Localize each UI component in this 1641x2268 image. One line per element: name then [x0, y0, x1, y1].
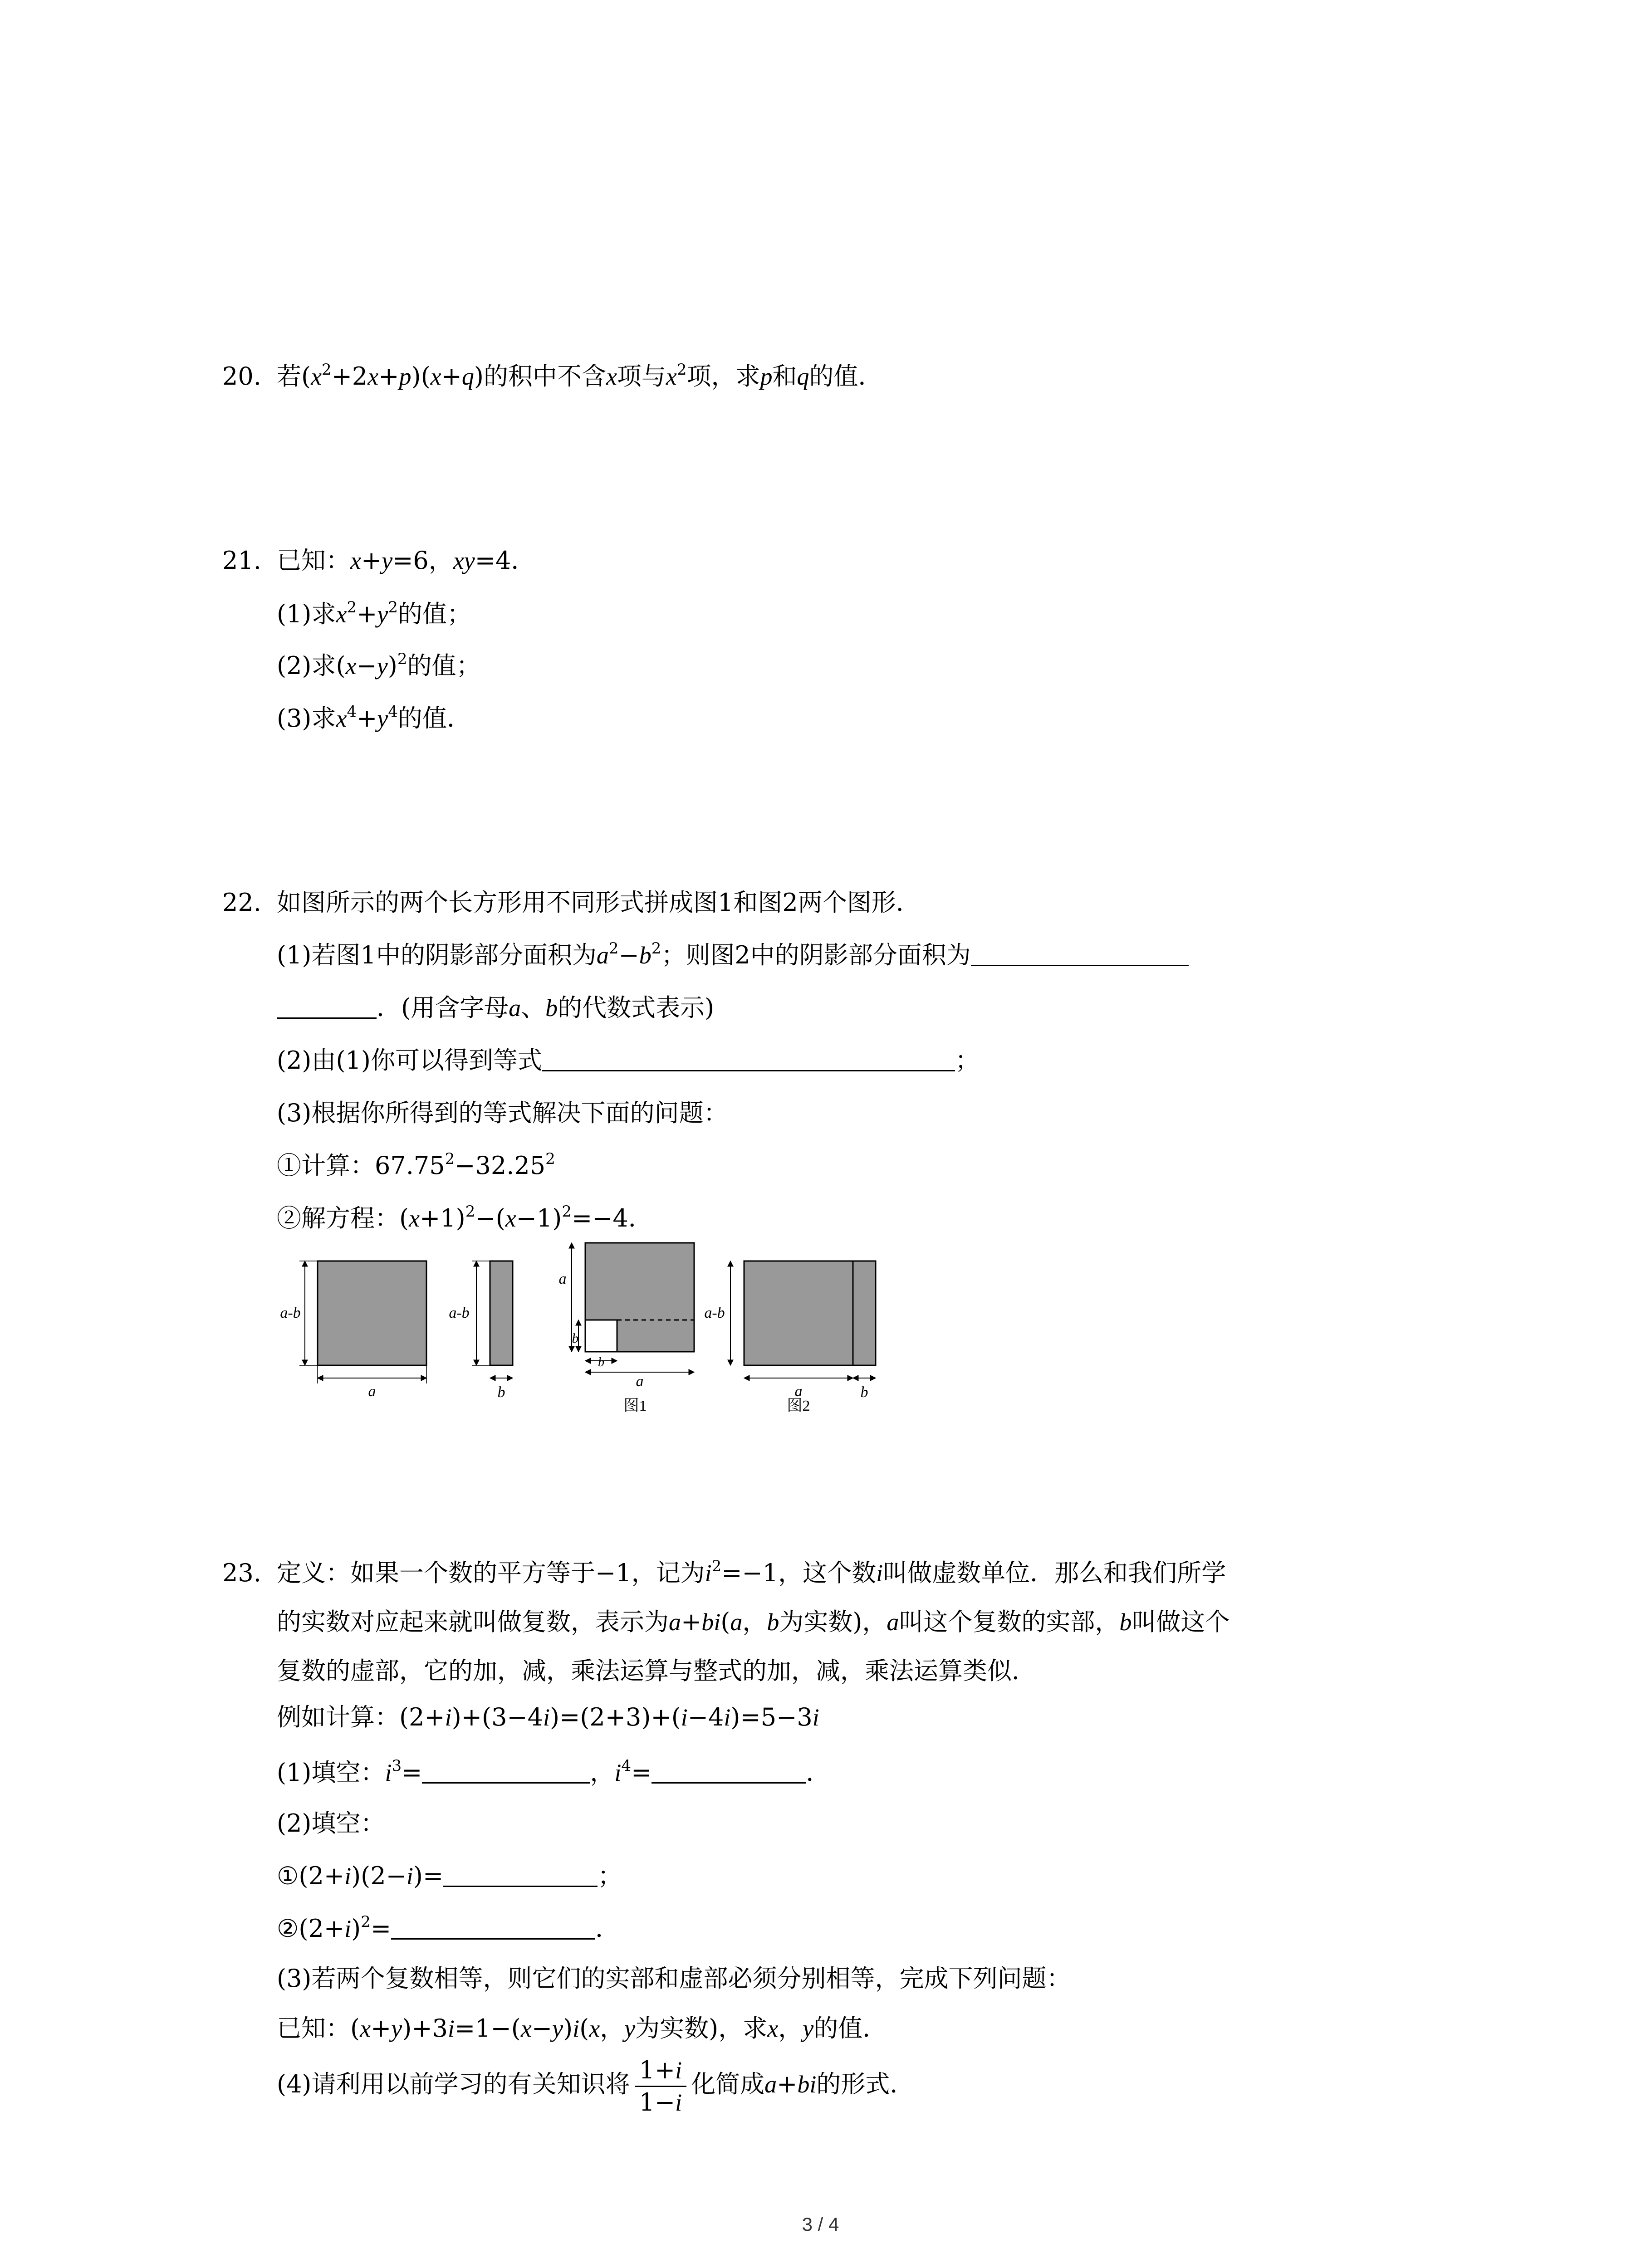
label-a: a	[368, 1383, 376, 1400]
figure-1-caption: 图1	[623, 1398, 647, 1414]
answer-blank[interactable]	[391, 1915, 595, 1940]
q22-part-2: (2)由(1)你可以得到等式 ；	[277, 1046, 980, 1075]
label-a-minus-b: a-b	[280, 1305, 301, 1321]
q23-part-3: (3)若两个复数相等，则它们的实部和虚部必须分别相等，完成下列问题：	[277, 1964, 1071, 1993]
q23-def-line-3: 复数的虚部，它的加，减，乘法运算与整式的加，减，乘法运算类似．	[277, 1657, 1036, 1685]
page-number: 3 / 4	[802, 2214, 839, 2235]
question-number: 22.	[222, 888, 261, 917]
answer-blank[interactable]	[971, 941, 1189, 966]
q22-part-1: (1)若图1中的阴影部分面积为$a^2-b^2$；则图2中的阴影部分面积为	[277, 939, 1189, 972]
q21-part-3: (3)求$x^4+y^4$的值．	[277, 703, 471, 733]
q23-example: 例如计算：(2+i)+(3−4i)=(2+3)+(i−4i)=5−3i	[277, 1703, 819, 1731]
svg-text:a: a	[558, 1271, 567, 1287]
question-number: 20.	[222, 362, 261, 391]
svg-text:a: a	[636, 1373, 644, 1390]
question-number: 21.	[222, 546, 261, 575]
question-22: 22. 如图所示的两个长方形用不同形式拼成图1和图2两个图形．	[222, 886, 921, 919]
q22-part-3: (3)根据你所得到的等式解决下面的问题：	[277, 1099, 728, 1127]
rect-a-by-amb	[280, 1261, 426, 1400]
question-21: 21. 已知：x+y=6，xy=4．	[222, 544, 535, 577]
q22-part-1-cont: ．(用含字母a、b的代数式表示)	[277, 992, 714, 1024]
answer-blank[interactable]	[652, 1759, 806, 1784]
svg-text:a: a	[794, 1383, 803, 1400]
q21-part-1: (1)求$x^2+y^2$的值；	[277, 598, 471, 628]
svg-text:a-b: a-b	[449, 1305, 470, 1321]
answer-blank[interactable]	[542, 1046, 955, 1071]
svg-text:b: b	[572, 1331, 579, 1346]
svg-text:b: b	[497, 1384, 505, 1401]
q23-part-2: (2)填空：	[277, 1809, 385, 1838]
figure-1	[559, 1243, 695, 1414]
q23-part-3-given: 已知：(x+y)+3i=1−(x−y)i(x，y为实数)，求x，y的值．	[277, 2014, 887, 2043]
svg-text:a-b: a-b	[704, 1305, 725, 1321]
q23-part-4: (4)请利用以前学习的有关知识将 $\frac{1+i}{1-i}$ 化简成a+bi的形式．	[277, 2050, 914, 2118]
figure-2	[704, 1261, 876, 1414]
q22-figure	[272, 1234, 916, 1424]
svg-text:b: b	[598, 1355, 604, 1369]
fraction: $\frac{1+i}{1-i}$	[635, 2055, 687, 2118]
q23-part-2-item-2: $②(2+i)^2=$ ．	[277, 1913, 620, 1943]
answer-blank[interactable]	[443, 1862, 598, 1887]
q21-part-2: (2)求$(x-y)^2$的值；	[277, 650, 481, 680]
figure-2-caption: 图2	[787, 1398, 810, 1414]
answer-blank[interactable]	[422, 1759, 590, 1784]
question-23: 23. 定义：如果一个数的平方等于−1，记为$i^2=-1$，这个数i叫做虚数单位．那么和我们所学	[222, 1557, 1226, 1589]
q23-part-1: (1)填空：$i^3=$ ，$i^4=$ ．	[277, 1757, 831, 1787]
question-number: 23.	[222, 1559, 261, 1587]
question-20: 20. 若$(x^2+2x+p)(x+q)$的积中不含x项与$x^2$项，求p和q的值．	[222, 360, 883, 393]
q22-calc-1: ①计算：$67.75^2-32.25^2$	[277, 1150, 555, 1180]
svg-text:b: b	[860, 1384, 868, 1401]
q23-def-line-2: 的实数对应起来就叫做复数，表示为a+bi(a，b为实数)，a叫这个复数的实部，b叫做这个	[277, 1608, 1230, 1636]
q22-calc-2: ②解方程：$(x+1)^2-(x-1)^2=-4$．	[277, 1202, 653, 1232]
answer-blank[interactable]	[277, 994, 377, 1019]
rect-b-by-amb	[449, 1261, 513, 1401]
q23-part-2-item-1: ①(2+i)(2−i)= ；	[277, 1862, 622, 1890]
